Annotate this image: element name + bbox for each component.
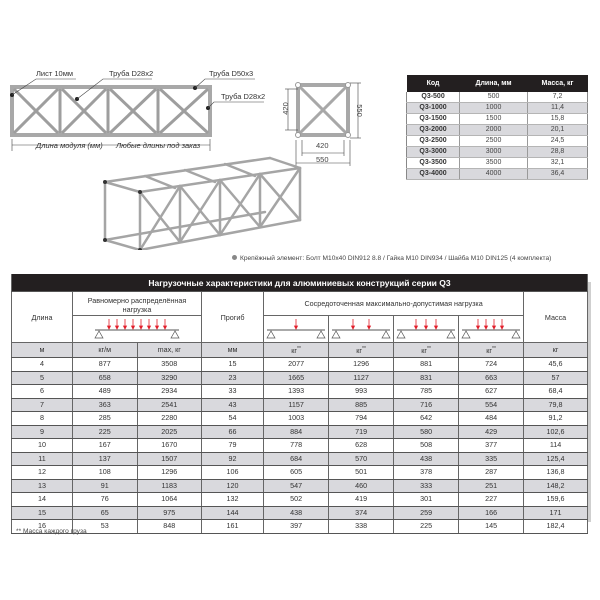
header-uniform-load: Равномерно распределённая нагрузка bbox=[73, 292, 202, 316]
cell-point-2: 460 bbox=[329, 479, 394, 493]
spec-mass: 36,4 bbox=[528, 169, 588, 180]
cell-point-1: 605 bbox=[264, 466, 329, 480]
unit-point-1 bbox=[264, 343, 329, 358]
cell-deflection: 66 bbox=[202, 425, 264, 439]
cell-point-1: 438 bbox=[264, 506, 329, 520]
units-row bbox=[12, 343, 588, 358]
cell-length: 9 bbox=[12, 425, 73, 439]
cell-point-1: 1665 bbox=[264, 371, 329, 385]
spec-mass: 11,4 bbox=[528, 103, 588, 114]
cell-uniform-max: 1296 bbox=[137, 466, 202, 480]
cell-point-4: 429 bbox=[459, 425, 524, 439]
spec-mass: 7,2 bbox=[528, 92, 588, 103]
cell-length: 12 bbox=[12, 466, 73, 480]
cell-point-4: 287 bbox=[459, 466, 524, 480]
cell-point-3: 508 bbox=[394, 439, 459, 453]
spec-row bbox=[407, 169, 588, 180]
spec-row bbox=[407, 125, 588, 136]
unit-sup: ** bbox=[362, 346, 366, 352]
table-row bbox=[12, 425, 588, 439]
cell-point-3: 881 bbox=[394, 358, 459, 372]
cell-mass: 125,4 bbox=[524, 452, 588, 466]
cell-deflection: 43 bbox=[202, 398, 264, 412]
cell-point-1: 684 bbox=[264, 452, 329, 466]
cell-point-4: 377 bbox=[459, 439, 524, 453]
cell-point-1: 778 bbox=[264, 439, 329, 453]
cell-deflection: 23 bbox=[202, 371, 264, 385]
header-mass: Масса bbox=[524, 292, 588, 343]
cell-uniform-kg-m: 65 bbox=[73, 506, 138, 520]
cell-point-1: 1393 bbox=[264, 385, 329, 399]
cell-point-1: 1157 bbox=[264, 398, 329, 412]
cell-deflection: 161 bbox=[202, 520, 264, 534]
cell-point-1: 547 bbox=[264, 479, 329, 493]
cell-uniform-kg-m: 658 bbox=[73, 371, 138, 385]
cell-point-2: 374 bbox=[329, 506, 394, 520]
unit-uniform-max: max, кг bbox=[137, 343, 202, 358]
unit-uniform-kg-m: кг/м bbox=[73, 343, 138, 358]
cell-point-2: 885 bbox=[329, 398, 394, 412]
spec-length: 3500 bbox=[460, 158, 528, 169]
unit-sup: ** bbox=[297, 346, 301, 352]
table-row bbox=[12, 412, 588, 426]
cell-mass: 68,4 bbox=[524, 385, 588, 399]
spec-length: 4000 bbox=[460, 169, 528, 180]
cell-uniform-max: 1507 bbox=[137, 452, 202, 466]
label-any-length: Любые длины под заказ bbox=[116, 141, 201, 150]
spec-mass: 32,1 bbox=[528, 158, 588, 169]
table-row bbox=[12, 385, 588, 399]
spec-code: Q3-3500 bbox=[407, 158, 460, 169]
spec-header-length: Длина, мм bbox=[460, 75, 528, 92]
point-load-4-diagram bbox=[459, 316, 524, 343]
cell-length: 15 bbox=[12, 506, 73, 520]
cell-mass: 182,4 bbox=[524, 520, 588, 534]
unit-sup: ** bbox=[427, 346, 431, 352]
cell-deflection: 106 bbox=[202, 466, 264, 480]
dim-outer-width: 550 bbox=[316, 155, 329, 164]
spec-code: Q3-2500 bbox=[407, 136, 460, 147]
cell-length: 11 bbox=[12, 452, 73, 466]
table-row bbox=[12, 479, 588, 493]
cell-point-2: 794 bbox=[329, 412, 394, 426]
spec-row bbox=[407, 114, 588, 125]
unit-point-3 bbox=[394, 343, 459, 358]
unit-text: кг bbox=[486, 346, 493, 355]
dim-outer-height: 550 bbox=[354, 104, 364, 117]
cell-length: 13 bbox=[12, 479, 73, 493]
cell-uniform-max: 848 bbox=[137, 520, 202, 534]
cell-deflection: 92 bbox=[202, 452, 264, 466]
cell-point-3: 716 bbox=[394, 398, 459, 412]
dim-side-height: 420 bbox=[280, 102, 290, 115]
cell-uniform-max: 2541 bbox=[137, 398, 202, 412]
table-shadow bbox=[588, 282, 591, 522]
cell-uniform-max: 2280 bbox=[137, 412, 202, 426]
cell-length: 5 bbox=[12, 371, 73, 385]
cell-point-3: 438 bbox=[394, 452, 459, 466]
cell-point-2: 1127 bbox=[329, 371, 394, 385]
cell-deflection: 33 bbox=[202, 385, 264, 399]
cell-length: 8 bbox=[12, 412, 73, 426]
cell-length: 10 bbox=[12, 439, 73, 453]
cell-deflection: 79 bbox=[202, 439, 264, 453]
module-spec-table bbox=[406, 75, 588, 180]
fastener-note bbox=[232, 255, 551, 262]
unit-deflection: мм bbox=[202, 343, 264, 358]
cell-point-3: 378 bbox=[394, 466, 459, 480]
spec-length: 2000 bbox=[460, 125, 528, 136]
spec-length: 500 bbox=[460, 92, 528, 103]
cell-point-1: 884 bbox=[264, 425, 329, 439]
bullet-icon bbox=[232, 255, 237, 260]
cell-uniform-max: 3290 bbox=[137, 371, 202, 385]
cell-point-2: 338 bbox=[329, 520, 394, 534]
load-table-body bbox=[12, 358, 588, 534]
cell-mass: 114 bbox=[524, 439, 588, 453]
cell-uniform-max: 1183 bbox=[137, 479, 202, 493]
unit-sup: ** bbox=[492, 346, 496, 352]
cell-mass: 91,2 bbox=[524, 412, 588, 426]
unit-text: кг bbox=[356, 346, 363, 355]
unit-text: кг bbox=[291, 346, 298, 355]
header-length: Длина bbox=[12, 292, 73, 343]
cell-uniform-kg-m: 285 bbox=[73, 412, 138, 426]
cell-mass: 45,6 bbox=[524, 358, 588, 372]
label-tube-d50: Труба D50x3 bbox=[209, 69, 254, 78]
two-point-load-icon bbox=[329, 316, 393, 340]
cell-point-2: 570 bbox=[329, 452, 394, 466]
spec-length: 3000 bbox=[460, 147, 528, 158]
cell-deflection: 15 bbox=[202, 358, 264, 372]
spec-length: 2500 bbox=[460, 136, 528, 147]
table-row bbox=[12, 466, 588, 480]
spec-row bbox=[407, 158, 588, 169]
cell-point-1: 502 bbox=[264, 493, 329, 507]
point-load-3-diagram bbox=[394, 316, 459, 343]
label-tube-d28-top: Труба D28x2 bbox=[109, 69, 154, 78]
cell-point-4: 227 bbox=[459, 493, 524, 507]
spec-code: Q3-1500 bbox=[407, 114, 460, 125]
unit-point-2 bbox=[329, 343, 394, 358]
cell-uniform-kg-m: 137 bbox=[73, 452, 138, 466]
spec-length: 1000 bbox=[460, 103, 528, 114]
cell-deflection: 54 bbox=[202, 412, 264, 426]
spec-mass: 15,8 bbox=[528, 114, 588, 125]
three-point-load-icon bbox=[394, 316, 458, 340]
single-point-load-icon bbox=[264, 316, 328, 340]
spec-row bbox=[407, 147, 588, 158]
cell-uniform-kg-m: 53 bbox=[73, 520, 138, 534]
cell-mass: 159,6 bbox=[524, 493, 588, 507]
cell-point-3: 301 bbox=[394, 493, 459, 507]
cell-point-4: 166 bbox=[459, 506, 524, 520]
cell-deflection: 132 bbox=[202, 493, 264, 507]
cell-point-4: 554 bbox=[459, 398, 524, 412]
cell-point-2: 719 bbox=[329, 425, 394, 439]
cell-uniform-kg-m: 91 bbox=[73, 479, 138, 493]
spec-row bbox=[407, 92, 588, 103]
spec-code: Q3-4000 bbox=[407, 169, 460, 180]
cell-point-1: 397 bbox=[264, 520, 329, 534]
spec-code: Q3-3000 bbox=[407, 147, 460, 158]
cell-mass: 102,6 bbox=[524, 425, 588, 439]
cell-point-4: 484 bbox=[459, 412, 524, 426]
footnote: ** Масса каждого груза bbox=[16, 528, 87, 535]
load-characteristics-table bbox=[11, 274, 588, 534]
cell-length: 7 bbox=[12, 398, 73, 412]
spec-row bbox=[407, 136, 588, 147]
cell-deflection: 144 bbox=[202, 506, 264, 520]
cell-mass: 148,2 bbox=[524, 479, 588, 493]
cell-point-2: 993 bbox=[329, 385, 394, 399]
spec-row bbox=[407, 103, 588, 114]
cell-point-3: 225 bbox=[394, 520, 459, 534]
cell-point-3: 831 bbox=[394, 371, 459, 385]
cell-uniform-kg-m: 76 bbox=[73, 493, 138, 507]
table-row bbox=[12, 493, 588, 507]
cell-point-4: 335 bbox=[459, 452, 524, 466]
spec-mass: 28,8 bbox=[528, 147, 588, 158]
point-load-1-diagram bbox=[264, 316, 329, 343]
spec-code: Q3-500 bbox=[407, 92, 460, 103]
cell-point-4: 627 bbox=[459, 385, 524, 399]
cell-uniform-kg-m: 489 bbox=[73, 385, 138, 399]
load-table-title: Нагрузочные характеристики для алюминиевых конструкций серии Q3 bbox=[12, 274, 588, 292]
cell-uniform-max: 2934 bbox=[137, 385, 202, 399]
cell-point-4: 724 bbox=[459, 358, 524, 372]
unit-length: м bbox=[12, 343, 73, 358]
cell-deflection: 120 bbox=[202, 479, 264, 493]
spec-code: Q3-2000 bbox=[407, 125, 460, 136]
cell-mass: 79,8 bbox=[524, 398, 588, 412]
spec-header-code: Код bbox=[407, 75, 460, 92]
spec-length: 1500 bbox=[460, 114, 528, 125]
cell-uniform-kg-m: 108 bbox=[73, 466, 138, 480]
dim-inner-width: 420 bbox=[316, 141, 329, 150]
distributed-load-beam-icon bbox=[73, 316, 201, 340]
spec-code: Q3-1000 bbox=[407, 103, 460, 114]
truss-3d-illustration bbox=[95, 150, 310, 250]
cell-mass: 136,8 bbox=[524, 466, 588, 480]
header-point-load: Сосредоточенная максимально-допустимая нагрузка bbox=[264, 292, 524, 316]
cell-point-4: 145 bbox=[459, 520, 524, 534]
cell-length: 16 bbox=[12, 520, 73, 534]
cell-uniform-max: 3508 bbox=[137, 358, 202, 372]
cell-point-3: 642 bbox=[394, 412, 459, 426]
point-load-2-diagram bbox=[329, 316, 394, 343]
cell-point-1: 1003 bbox=[264, 412, 329, 426]
cell-mass: 171 bbox=[524, 506, 588, 520]
uniform-load-diagram bbox=[73, 316, 202, 343]
fastener-note-text: Крепёжный элемент: Болт M10x40 DIN912 8.8 / Гайка M10 DIN934 / Шайба M10 DIN125 (4 комплекта) bbox=[240, 255, 552, 262]
cell-uniform-max: 975 bbox=[137, 506, 202, 520]
cell-length: 6 bbox=[12, 385, 73, 399]
cell-mass: 57 bbox=[524, 371, 588, 385]
cell-point-2: 628 bbox=[329, 439, 394, 453]
label-module-length: Длина модуля (мм) bbox=[36, 141, 103, 150]
header-deflection: Прогиб bbox=[202, 292, 264, 343]
table-row bbox=[12, 371, 588, 385]
unit-point-4 bbox=[459, 343, 524, 358]
cell-uniform-kg-m: 877 bbox=[73, 358, 138, 372]
cell-uniform-kg-m: 363 bbox=[73, 398, 138, 412]
cell-point-2: 1296 bbox=[329, 358, 394, 372]
cell-uniform-max: 1670 bbox=[137, 439, 202, 453]
label-sheet: Лист 10мм bbox=[36, 69, 74, 78]
cell-uniform-max: 1064 bbox=[137, 493, 202, 507]
four-point-load-icon bbox=[459, 316, 523, 340]
cell-point-3: 259 bbox=[394, 506, 459, 520]
label-tube-d28-side: Труба D28x2 bbox=[221, 92, 266, 101]
cell-point-1: 2077 bbox=[264, 358, 329, 372]
unit-mass: кг bbox=[524, 343, 588, 358]
unit-text: кг bbox=[421, 346, 428, 355]
spec-header-row bbox=[407, 75, 588, 92]
spec-mass: 20,1 bbox=[528, 125, 588, 136]
cell-point-2: 501 bbox=[329, 466, 394, 480]
cell-point-4: 251 bbox=[459, 479, 524, 493]
cell-point-4: 663 bbox=[459, 371, 524, 385]
cell-point-3: 333 bbox=[394, 479, 459, 493]
spec-header-mass: Масса, кг bbox=[528, 75, 588, 92]
table-row bbox=[12, 358, 588, 372]
table-row bbox=[12, 398, 588, 412]
cell-uniform-kg-m: 225 bbox=[73, 425, 138, 439]
cell-point-2: 419 bbox=[329, 493, 394, 507]
table-row bbox=[12, 520, 588, 534]
cell-uniform-kg-m: 167 bbox=[73, 439, 138, 453]
cell-point-3: 580 bbox=[394, 425, 459, 439]
cell-uniform-max: 2025 bbox=[137, 425, 202, 439]
table-row bbox=[12, 506, 588, 520]
cell-point-3: 785 bbox=[394, 385, 459, 399]
table-row bbox=[12, 452, 588, 466]
table-row bbox=[12, 439, 588, 453]
spec-mass: 24,5 bbox=[528, 136, 588, 147]
cell-length: 14 bbox=[12, 493, 73, 507]
cell-length: 4 bbox=[12, 358, 73, 372]
